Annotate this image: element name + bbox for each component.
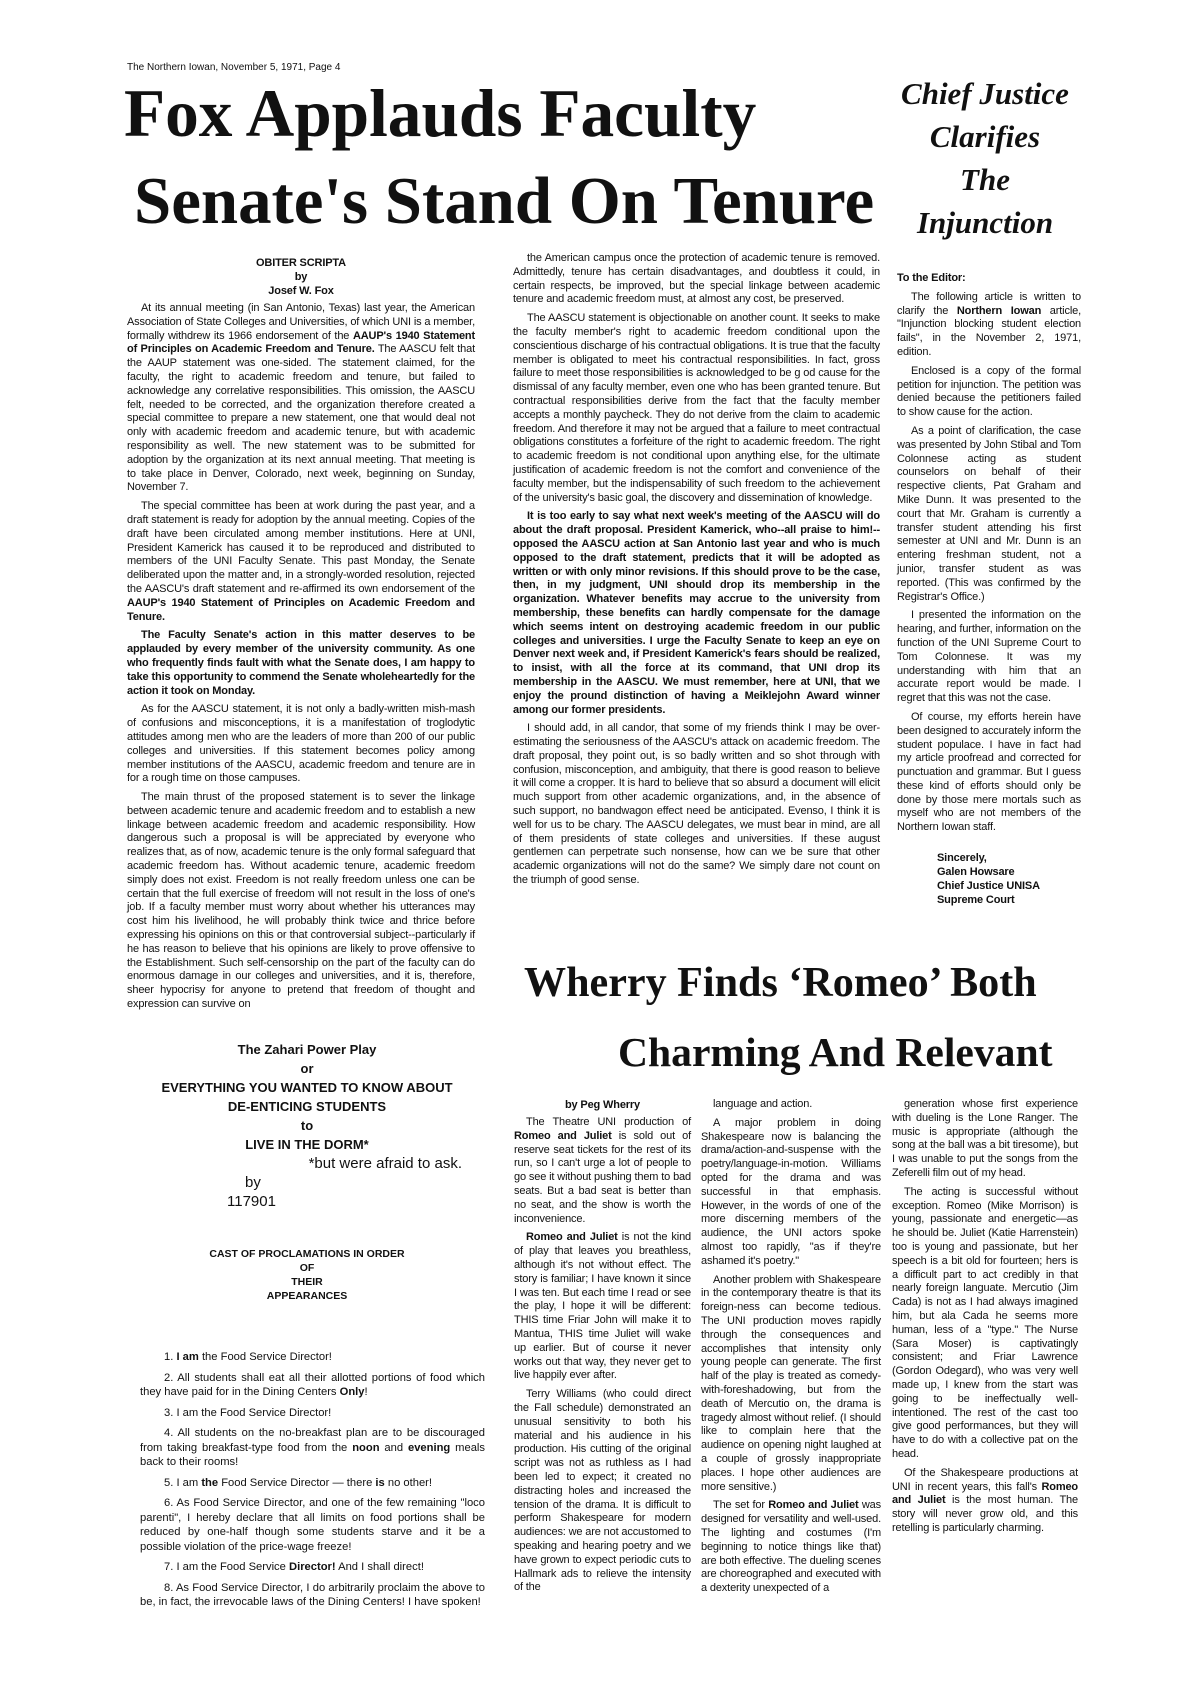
paragraph [127, 791, 475, 1012]
paragraph [892, 1186, 1078, 1462]
paragraph [514, 1231, 691, 1383]
paragraph [140, 1426, 485, 1470]
article-body [127, 302, 475, 1012]
text: As a point of clarification, the case was presented by John Stibal and Tom Colonnese acting as student counselors on behalf of their respective clients, Pat Graham and Mike Dunn. It was presented to the court that Mr. Graham is currently a transfer student attending his first semester at UNI and Mr. Dunn is an entering freshman student, not a junior, transfer student as was reported. (This was confirmed by the Registrar's Office.) [897, 424, 1081, 603]
text: no other! [384, 1476, 433, 1489]
paragraph [897, 365, 1081, 420]
bold-text: is [375, 1476, 385, 1489]
bold-text: I am [176, 1351, 199, 1363]
paragraph [140, 1496, 485, 1554]
text: The main thrust of the proposed statement is to sever the linkage between academic tenure and academic freedom and to establish a new linkage between academic freedom and academic responsibility. How dangerous such a proposal is will be appreciated by everyone who realizes that, as of now, academic tenure is the only formal safeguard that academic freedom has. Without academic tenure, academic freedom simply does not exist. Freedom is not really freedom unless one can be certain that the full exercise of freedom will not result in the loss of one's job. If a faculty member must worry about whether his utterances may cost him his livelihood, he will probably think twice and thrice before expressing his opinions on this or that controversial subject--particularly if he has reason to believe that his opinions are likely to prove offensive to the Establishment. Such self-censorship on the part of the faculty can do enormous damage in our colleges and universities, and it is, therefore, sheer hypocrisy for anyone to pretend that freedom of thought and expression can survive on [127, 791, 475, 1011]
bold-text: The Faculty Senate's action in this matter deserves to be applauded by every member of the university community. As one who frequently finds fault with what the Senate does, I am happy to take this opportunity to commend the Senate wholeheartedly for the action it took on Monday. [127, 629, 475, 697]
article-body [701, 1098, 881, 1596]
text: I should add, in all candor, that some of my friends think I may be over-estimating the seriousness of the AASCU's attack on academic freedom. The draft proposal, they point out, is so badly written and so shot through with confusion, misconception, and ambiguity, that there is good reason to believe it will come a cropper. It is hard to believe that so absurd a document will elicit much support from other academic organizations, and, in the absence of such support, no bandwagon effect need be anticipated. Evenso, I think it is well for us to be chary. The AASCU delegates, we must bear in mind, are all of them presidents of state colleges and universities. If these august gentlemen can perpetrate such nonsense, how can we be sure that other academic organizations will not do the same? We simply dare not count on the triumph of good sense. [513, 722, 880, 887]
zahari-title-block [127, 1040, 487, 1211]
closing: Sincerely, [937, 852, 987, 865]
text: 3. I am the Food Service Director! [164, 1406, 332, 1419]
wherry-column-2 [701, 1098, 881, 1601]
paragraph [701, 1274, 881, 1495]
signer-title: Chief Justice UNISA Supreme Court [937, 880, 1040, 907]
zahari-author: 117901 [227, 1193, 276, 1210]
cast-heading [127, 1247, 487, 1303]
bold-text: Romeo and Juliet [768, 1499, 859, 1512]
paragraph [513, 312, 880, 505]
text: is not the kind of play that leaves you breathless, although it's not without effect. The story is familiar; I have known it since I was ten. But each time I read or see the play, I hope it will be different: THIS time Friar John will make it to Mantua, THIS time Juliet will wake up earlier. But of course it never works out that way, they never get to live happily ever after. [514, 1231, 692, 1382]
text: the American campus once the protection of academic tenure is removed. Admittedly, tenure has certain disadvantages, and doubtless it could, in certain respects, be improved, but the special linkage between academic tenure and academic freedom must, at almost any cost, be preserved. [513, 252, 880, 306]
column-title: OBITER SCRIPTA [256, 257, 346, 269]
text: 8. As Food Service Director, I do arbitrarily proclaim the above to be, in fact, the irrevocable laws of the Dining Centers! I have spoken! [140, 1581, 485, 1608]
text: The acting is successful without exception. Romeo (Mike Morrison) is young, passionate and energetic—as he should be. Juliet (Katie Harrenstein) too is young and passionate, but her speech is a bit old for fourteen; hers is a difficult part to act credibly in that nearly foreign languate. Mercutio (Jim Cada) is not as I had always imagined him, but ala Cada he seems more human, less of a "type." The Nurse (Sara Moser) is captivatingly consistent; and Friar Lawrence (Gordon Odegard), who was very well made up, I knew from the start was going to be ineffectually well-intentioned. The rest of the cast too give good performances, but they will have to do with a collective pat on the head. [892, 1185, 1078, 1460]
text: I presented the information on the hearing, and further, information on the function of the UNI Supreme Court to Tom Colonnese. It was my understanding with him that an accurate report would be made. I regret that this was not the case. [897, 609, 1081, 705]
paragraph [897, 711, 1081, 835]
text: 1. [164, 1351, 177, 1363]
bold-text: Romeo and Juliet [514, 1129, 612, 1142]
bold-text: Northern Iowan [956, 304, 1042, 317]
paragraph [140, 1371, 485, 1400]
bold-text: noon [352, 1441, 380, 1454]
paragraph [140, 1581, 485, 1610]
paragraph [513, 510, 880, 717]
author-name: Josef W. Fox [268, 285, 334, 297]
fox-headline-line2: Senate's Stand On Tenure [134, 164, 875, 238]
text: The Theatre UNI production of [526, 1116, 691, 1128]
paragraph [140, 1350, 485, 1365]
bold-text: It is too early to say what next week's meeting of the AASCU will do about the draft proposal. President Kamerick, who--all praise to him!--opposed the AASCU action at San Antonio last year and who is much opposed to the draft statement, predicts that it will be adopted as written or with only minor revisions. If this should prove to be the case, then, in my judgment, UNI should drop its membership in the organization. Whatever benefits may accrue to the university from membership, these benefits can hardly compensate for the damage which seems intent on destroying academic freedom in our public colleges and universities. I urge the Faculty Senate to keep an eye on Denver next week and, if President Kamerick's fears should be realized, to insist, with all the force at its command, that UNI drop its membership in the AASCU. We must remember, here at UNI, that we enjoy the pround distinction of having a Meiklejohn Award winner among our former presidents. [513, 510, 880, 716]
text: 5. I am [164, 1476, 202, 1489]
bold-text: AAUP's 1940 Statement of Principles on Academic Freedom and Tenure. [127, 596, 475, 623]
wherry-column-1 [514, 1098, 691, 1600]
signer-name: Galen Howsare [937, 866, 1015, 879]
text: 6. As Food Service Director, and one of the few remaining "loco parenti", I hereby declare that all limits on food portions shall be reduced by one-half though some students starve and it be a possible violation of the price-wage freeze! [140, 1497, 485, 1553]
article-body [140, 1350, 485, 1610]
letter-headline-line: Chief Justice [901, 76, 1069, 111]
text: 2. All students shall eat all their allotted portions of food which they have paid for in the Dining Centers [140, 1371, 485, 1398]
zahari-line3: LIVE IN THE DORM* [245, 1137, 369, 1152]
paragraph [892, 1098, 1078, 1181]
text: At its annual meeting (in San Antonio, Texas) last year, the American Association of State Colleges and Universities, of which UNI is a member, formally withdrew its 1966 endorsement of the [127, 302, 475, 342]
text: meals back to their rooms! [140, 1441, 486, 1468]
text: generation whose first experience with dueling is the Lone Ranger. The music is appropriate (although the song at the ball was a bit tiresome), but I was unable to put the songs from the Zeferelli film out of my head. [892, 1098, 1078, 1179]
paragraph [140, 1560, 485, 1575]
paragraph [897, 609, 1081, 706]
wherry-column-3 [892, 1098, 1078, 1541]
cast-heading-line: CAST OF PROCLAMATIONS IN ORDER [209, 1248, 405, 1260]
text: the Food Service Director! [198, 1351, 332, 1363]
paragraph [514, 1388, 691, 1595]
cast-heading-line: OF [299, 1262, 315, 1274]
bold-text: Director! [289, 1561, 336, 1573]
paragraph [701, 1117, 881, 1269]
paragraph [513, 722, 880, 888]
paragraph [892, 1467, 1078, 1536]
text: ! [364, 1386, 368, 1398]
letter-headline-line: The [960, 162, 1010, 197]
zahari-to: to [300, 1118, 314, 1133]
paragraph [514, 1116, 691, 1226]
text: and [379, 1441, 408, 1454]
text: article, "Injunction blocking student election fails", in the November 2, 1971, edition. [897, 304, 1081, 358]
letter-headline-line: Injunction [916, 205, 1054, 240]
proclamations-list [140, 1350, 485, 1616]
wherry-headline-line2: Charming And Relevant [618, 1029, 1053, 1075]
fox-column-1 [127, 256, 475, 1017]
paragraph [897, 291, 1081, 360]
text: Terry Williams (who could direct the Fall schedule) demonstrated an unusual sensitivity to both his material and his audience in his production. His cutting of the original script was not as ruthless as I had been led to expect; it created no distracting holes and increased the tension of the drama. It is difficult to perform Shakespeare for modern audiences: we are not accustomed to speaking and hearing poetry and we have grown to expect periodic cuts to Hallmark ads to relieve the intensity of the [514, 1388, 691, 1594]
letter-column [897, 272, 1081, 907]
article-body [892, 1098, 1078, 1536]
letter-signature [897, 851, 1081, 907]
text: The AASCU felt that the AAUP statement was one-sided. The statement claimed, for the faculty, the right to academic freedom and tenure, but failed to acknowledge any correlative responsibilities. This omission, the AASCU felt, needed to be corrected, and the organization therefore created a special committee to prepare a new statement, one that would deal not only with academic freedom and academic tenure, but with academic responsibility as well. The new statement was to be submitted for adoption by the organization at its next annual meeting. That meeting is to take place in Denver, Colorado, next week, beginning on Sunday, November 7. [127, 343, 475, 494]
article-body [514, 1116, 691, 1595]
fox-headline-line1: Fox Applauds Faculty [124, 76, 757, 151]
letter-headline [885, 72, 1085, 244]
text: 4. All students on the no-breakfast plan are to be discouraged from taking breakfast-type food from the [140, 1427, 485, 1454]
article-body [897, 291, 1081, 835]
cast-heading-line: APPEARANCES [266, 1290, 348, 1302]
text: The AASCU statement is objectionable on another count. It seeks to make the faculty member's right to academic freedom conditional upon the conscientious discharge of his contractual obligations. It is true that the faculty member is obligated to meet his contractual responsibilities. In fact, gross failure to meet those responsibilities is acknowledged to be g od cause for the dismissal of any faculty member, even one who has been granted tenure. But contractual responsibilities derive from the fact that the faculty member accepts a monthly paycheck. They do not derive from the claim to academic freedom. And therefore it may not be argued that a failure to meet contractual obligations constitutes a forfeiture of the right to academic freedom. The right to academic freedom is not conditional upon anything else, for the ultimate justification of academic freedom is not the comfort and convenience of the faculty member, but the indispensability of such freedom to the achievement of the university's basic goal, the discovery and dissemination of knowledge. [513, 312, 880, 504]
text: Of course, my efforts herein have been designed to accurately inform the student populace. I have in fact had my article proofread and corrected for punctuation and grammar. But I guess these kind of efforts should only be done by those mere mortals such as myself who are not members of the Northern Iowan staff. [897, 710, 1081, 834]
paragraph [127, 302, 475, 495]
bold-text: Romeo and Juliet [526, 1231, 618, 1244]
wherry-byline: by Peg Wherry [564, 1099, 641, 1111]
text: is sold out of reserve seat tickets for the rest of its run, so I can't urge a lot of people to go see it without pushing them to bad seats. But a bad seat is better than no seat, and the show is worth the inconvenience. [514, 1129, 691, 1225]
paragraph [897, 425, 1081, 604]
text: Food Service Director — there [218, 1476, 376, 1489]
zahari-by: by [245, 1174, 261, 1191]
paragraph [513, 252, 880, 307]
article-body [513, 252, 880, 888]
cast-heading-line: THEIR [291, 1276, 323, 1288]
paragraph [701, 1499, 881, 1596]
paragraph [127, 703, 475, 786]
text: Enclosed is a copy of the formal petition for injunction. The petition was denied because the petitioners failed to show cause for the action. [897, 364, 1081, 419]
bold-text: Only [339, 1386, 365, 1398]
byline-by: by [294, 271, 308, 283]
paragraph [127, 500, 475, 624]
text: The special committee has been at work during the past year, and a draft statement is ready for adoption by the annual meeting. Copies of the draft have been circulated among member institutions. Here at UNI, President Kamerick has caused it to be reproduced and distributed to members of the UNI Faculty Senate. This past Monday, the Senate deliberated upon the matter and, in a strongly-worded resolution, rejected the AASCU's draft statement and re-affirmed its own endorsement of the [127, 500, 475, 595]
fox-column-2 [513, 252, 880, 893]
wherry-headline-line1: Wherry Finds ‘Romeo’ Both [524, 959, 1037, 1006]
paragraph [140, 1476, 485, 1491]
letter-headline-line: Clarifies [929, 119, 1041, 154]
paragraph [127, 629, 475, 698]
bold-text: evening [407, 1441, 451, 1454]
text: was designed for versatility and well-used. The lighting and costumes (I'm beginning to notice things like that) are both effective. The dueling scenes are choreographed and executed with a dexterity unexpected of a [701, 1499, 881, 1595]
zahari-footnote: *but were afraid to ask. [308, 1155, 462, 1172]
text: The following article is written to clarify the [897, 290, 1081, 317]
zahari-line1: EVERYTHING YOU WANTED TO KNOW ABOUT [161, 1080, 453, 1095]
zahari-title: The Zahari Power Play [237, 1042, 377, 1057]
paragraph [701, 1098, 881, 1112]
text: language and action. [713, 1098, 813, 1110]
bold-text: the [201, 1476, 219, 1489]
letter-salutation: To the Editor: [897, 272, 966, 284]
bold-text: AAUP's 1940 Statement of Principles on Academic Freedom and Tenure. [127, 329, 476, 356]
text: And I shall direct! [335, 1561, 424, 1573]
text: A major problem in doing Shakespeare now is balancing the drama/action-and-suspense with the poetry/language-in-motion. Williams opted for the drama and was successful in that emphasis. However, in the words of one of the more discerning members of the audience, the UNI actors spoke almost too rapidly, "as if they're ashamed it's poetry." [701, 1116, 881, 1267]
text: As for the AASCU statement, it is not only a badly-written mish-mash of confusions and misconceptions, it is a manifestation of troglodytic attitudes among men who are the leaders of more than 200 of our public colleges and universities. If this statement becomes policy among member institutions of the AASCU, academic freedom and tenure are in for a rough time on those campuses. [127, 703, 475, 785]
text: The set for [713, 1499, 769, 1512]
fox-byline [127, 256, 475, 298]
text: Another problem with Shakespeare in the contemporary theatre is that its foreign-ness can become tedious. The UNI production moves rapidly through the consequences and accomplishes that intensity only young people can generate. The first half of the play is treated as comedy-with-foreshadowing, but from the death of Mercutio on, the drama is tragedy almost without relief. (I should like to complain here that the audience on opening night laughed at a couple of grossly inappropriate places. I hope other audiences are more sensitive.) [701, 1273, 881, 1493]
text: 7. I am the Food Service [164, 1561, 289, 1573]
text: Of the Shakespeare productions at UNI in recent years, this fall's [892, 1466, 1078, 1493]
zahari-or: or [300, 1061, 314, 1076]
bold-text: Romeo and Juliet [892, 1480, 1078, 1507]
paragraph [140, 1406, 485, 1421]
text: is the most human. The story will never grow old, and this retelling is particularly charming. [892, 1494, 1078, 1534]
zahari-line2: DE-ENTICING STUDENTS [227, 1099, 387, 1114]
dateline: The Northern Iowan, November 5, 1971, Page 4 [127, 62, 341, 73]
